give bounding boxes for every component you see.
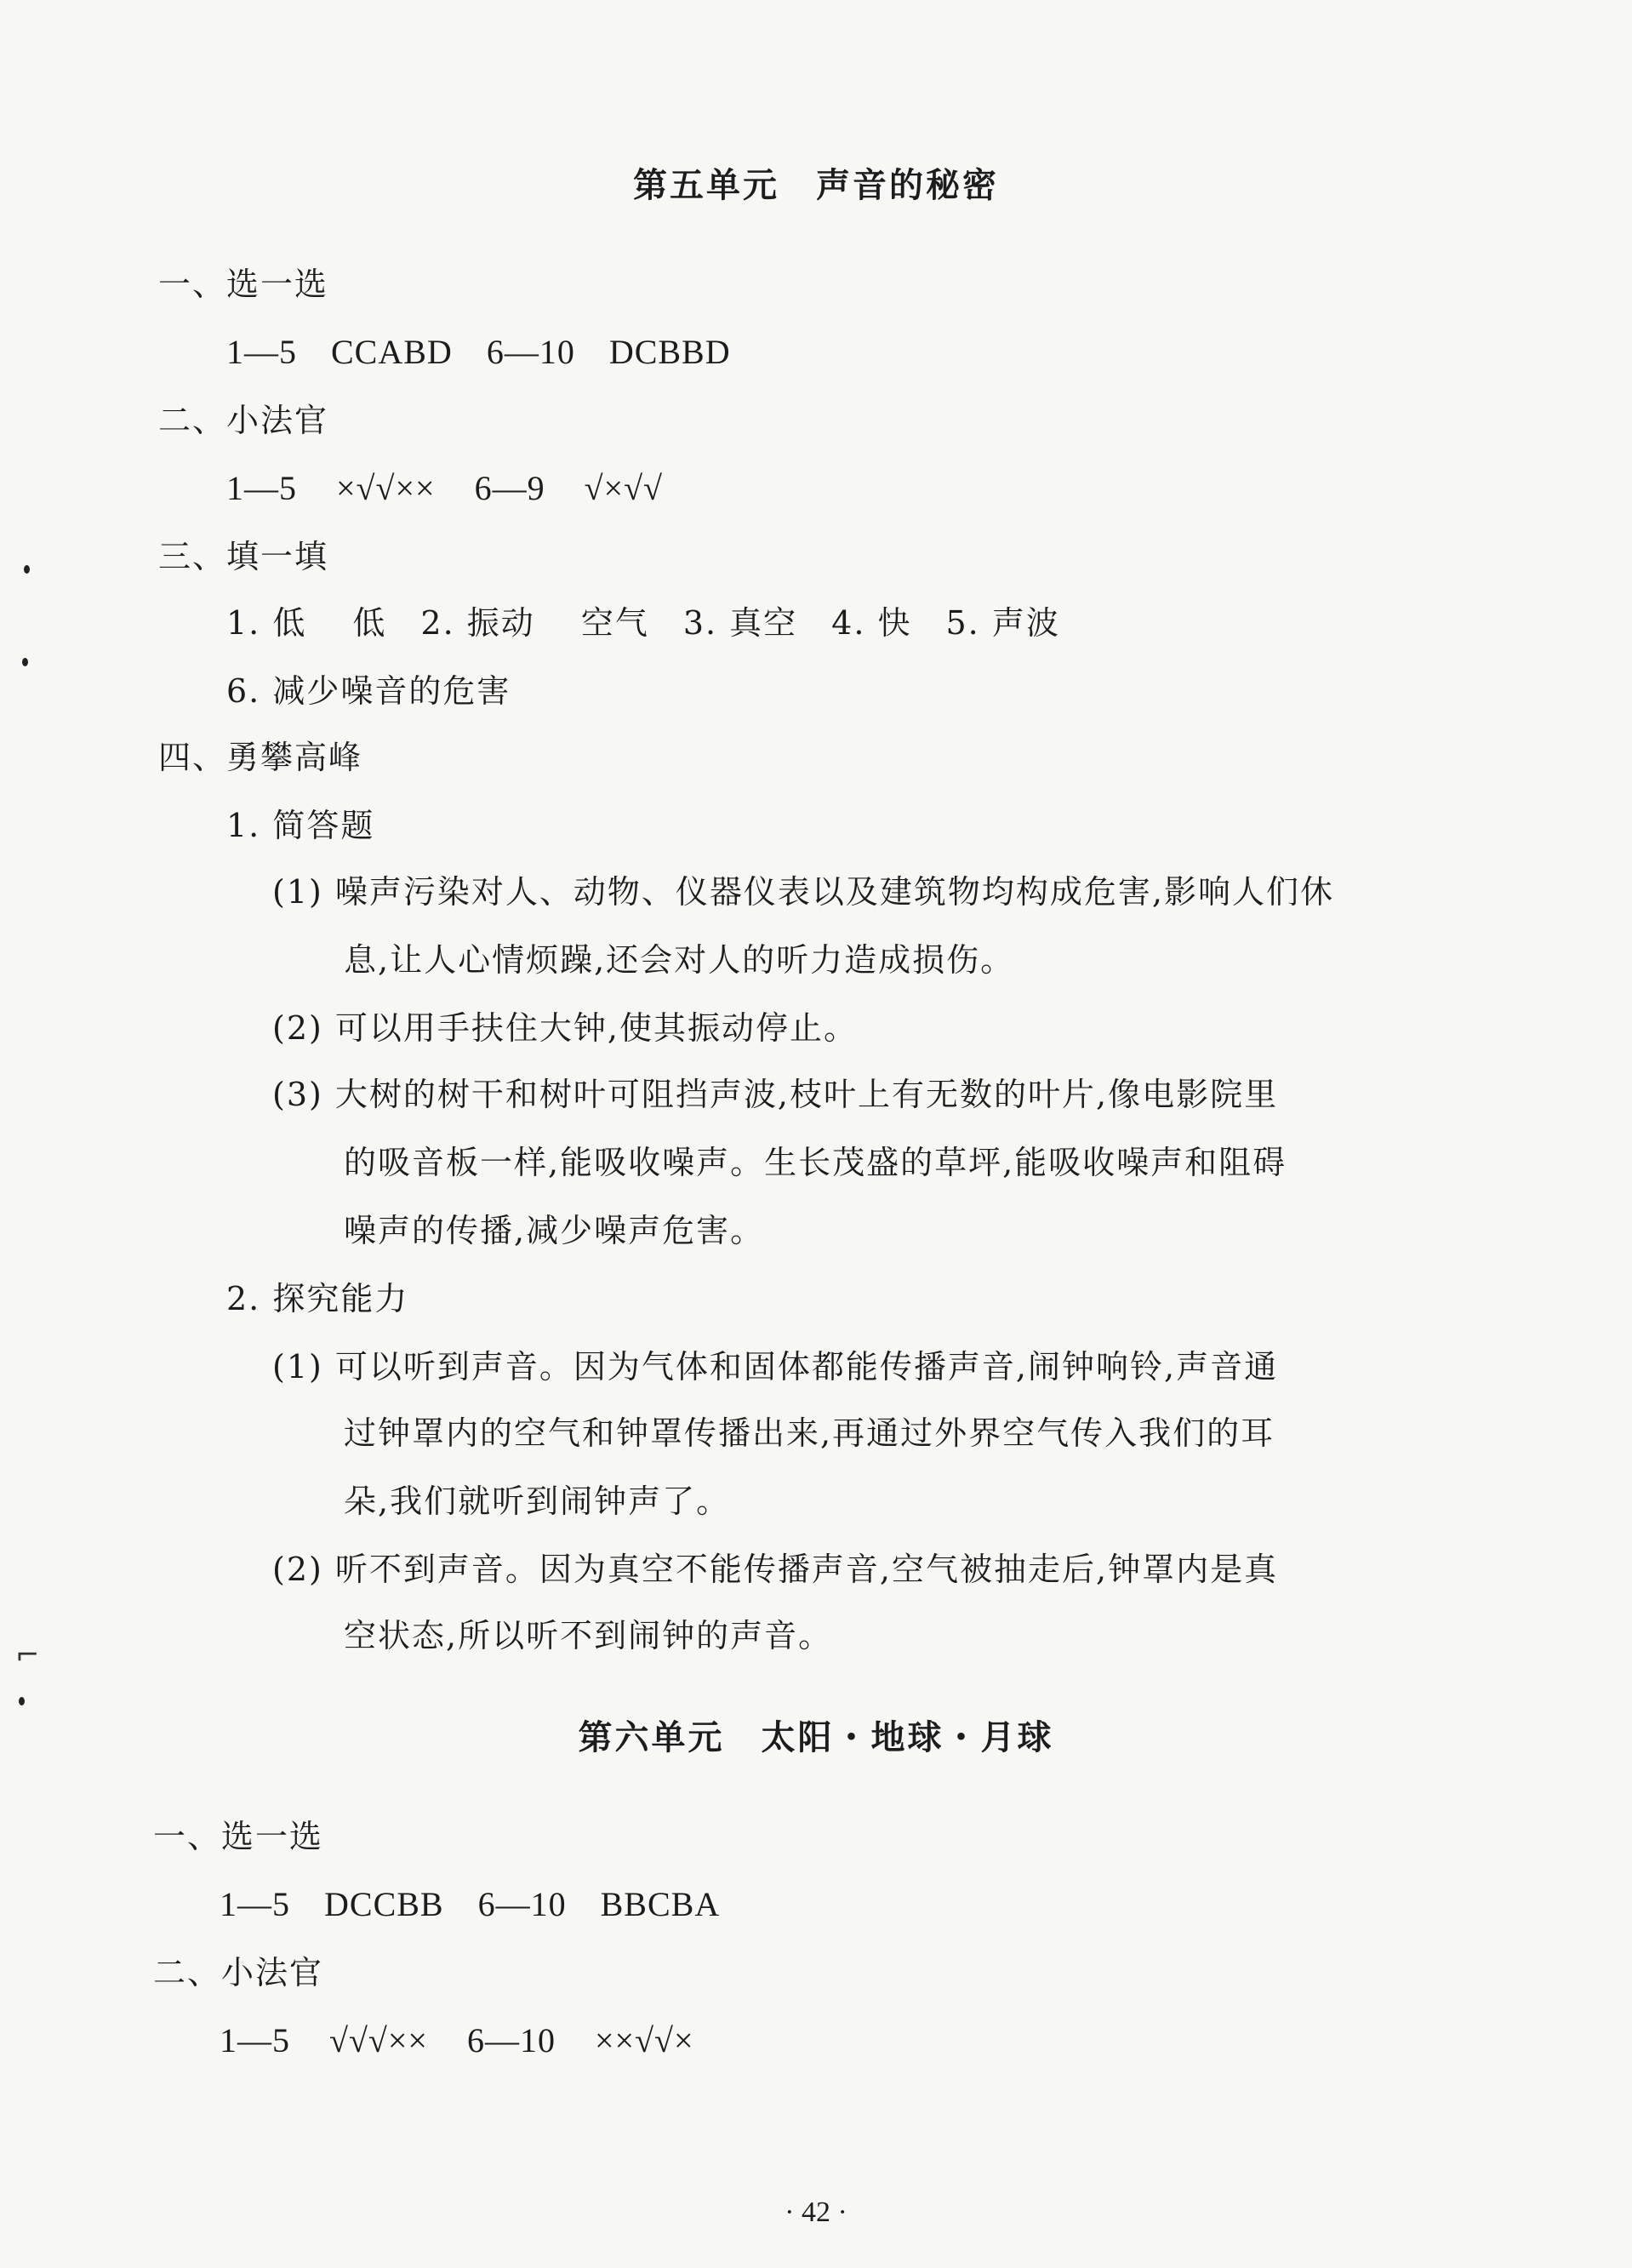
answer-paragraph-line: (3) 大树的树干和树叶可阻挡声波,枝叶上有无数的叶片,像电影院里 (272, 1076, 1279, 1113)
margin-mark (24, 565, 30, 574)
unit5-section1-answers (226, 332, 731, 373)
answer-string: √√√×× (329, 2021, 428, 2059)
answer-string: CCABD (331, 333, 453, 371)
range-label: 1—5 (220, 1885, 290, 1923)
answer-string: √×√√ (584, 469, 664, 507)
answer-paragraph-line: (1) 可以听到声音。因为气体和固体都能传播声音,闹钟响铃,声音通 (272, 1348, 1279, 1385)
range-label: 1—5 (220, 2021, 290, 2059)
answer-paragraph-line: (2) 可以用手扶住大钟,使其振动停止。 (272, 1009, 858, 1047)
answer-paragraph-line: 过钟罩内的空气和钟罩传播出来,再通过外界空气传入我们的耳 (344, 1414, 1275, 1452)
unit5-section1-heading: 一、选一选 (158, 266, 329, 303)
answer-string: ××√√× (594, 2021, 694, 2059)
answer-paragraph-line: (2) 听不到声音。因为真空不能传播声音,空气被抽走后,钟罩内是真 (272, 1551, 1279, 1588)
answer-string: BBCBA (600, 1885, 721, 1923)
answer-string: DCCBB (324, 1885, 444, 1923)
answer-string: ×√√×× (336, 469, 436, 507)
range-label: 6—10 (477, 1885, 567, 1923)
unit5-section3-line2: 6. 减少噪音的危害 (226, 672, 511, 710)
margin-smudge: ⌐ (15, 1638, 40, 1672)
range-label: 6—10 (486, 333, 575, 371)
answer-paragraph-line: (1) 噪声污染对人、动物、仪器仪表以及建筑物均构成危害,影响人们休 (272, 873, 1334, 911)
unit6-title: 第六单元 太阳・地球・月球 (578, 1718, 1054, 1757)
unit6-section1-answers (220, 1884, 720, 1925)
margin-mark (19, 1697, 25, 1705)
unit5-section3-heading: 三、填一填 (158, 538, 329, 575)
answer-paragraph-line: 的吸音板一样,能吸收噪声。生长茂盛的草坪,能吸收噪声和阻碍 (344, 1144, 1287, 1181)
answer-string: DCBBD (608, 333, 731, 371)
answer-paragraph-line: 朵,我们就听到闹钟声了。 (344, 1482, 731, 1520)
question1-heading: 1. 简答题 (226, 807, 375, 844)
unit6-section1-heading: 一、选一选 (153, 1818, 324, 1855)
answer-paragraph-line: 空状态,所以听不到闹钟的声音。 (344, 1617, 833, 1654)
unit5-section2-answers (226, 468, 663, 509)
range-label: 1—5 (226, 469, 297, 507)
unit5-section4-heading: 四、勇攀高峰 (158, 739, 363, 776)
range-label: 1—5 (226, 333, 297, 371)
margin-mark (22, 658, 28, 666)
range-label: 6—10 (466, 2021, 556, 2059)
question2-heading: 2. 探究能力 (226, 1280, 409, 1317)
unit6-section2-answers (220, 2020, 694, 2061)
unit5-title: 第五单元 声音的秘密 (633, 166, 999, 205)
unit5-section2-heading: 二、小法官 (158, 402, 329, 439)
unit6-section2-heading: 二、小法官 (153, 1954, 324, 1991)
range-label: 6—9 (474, 469, 545, 507)
answer-paragraph-line: 噪声的传播,减少噪声危害。 (344, 1212, 765, 1249)
unit5-section3-line1: 1. 低 低 2. 振动 空气 3. 真空 4. 快 5. 声波 (226, 604, 1060, 642)
page-number: · 42 · (785, 2197, 847, 2228)
answer-paragraph-line: 息,让人心情烦躁,还会对人的听力造成损伤。 (344, 941, 1015, 979)
